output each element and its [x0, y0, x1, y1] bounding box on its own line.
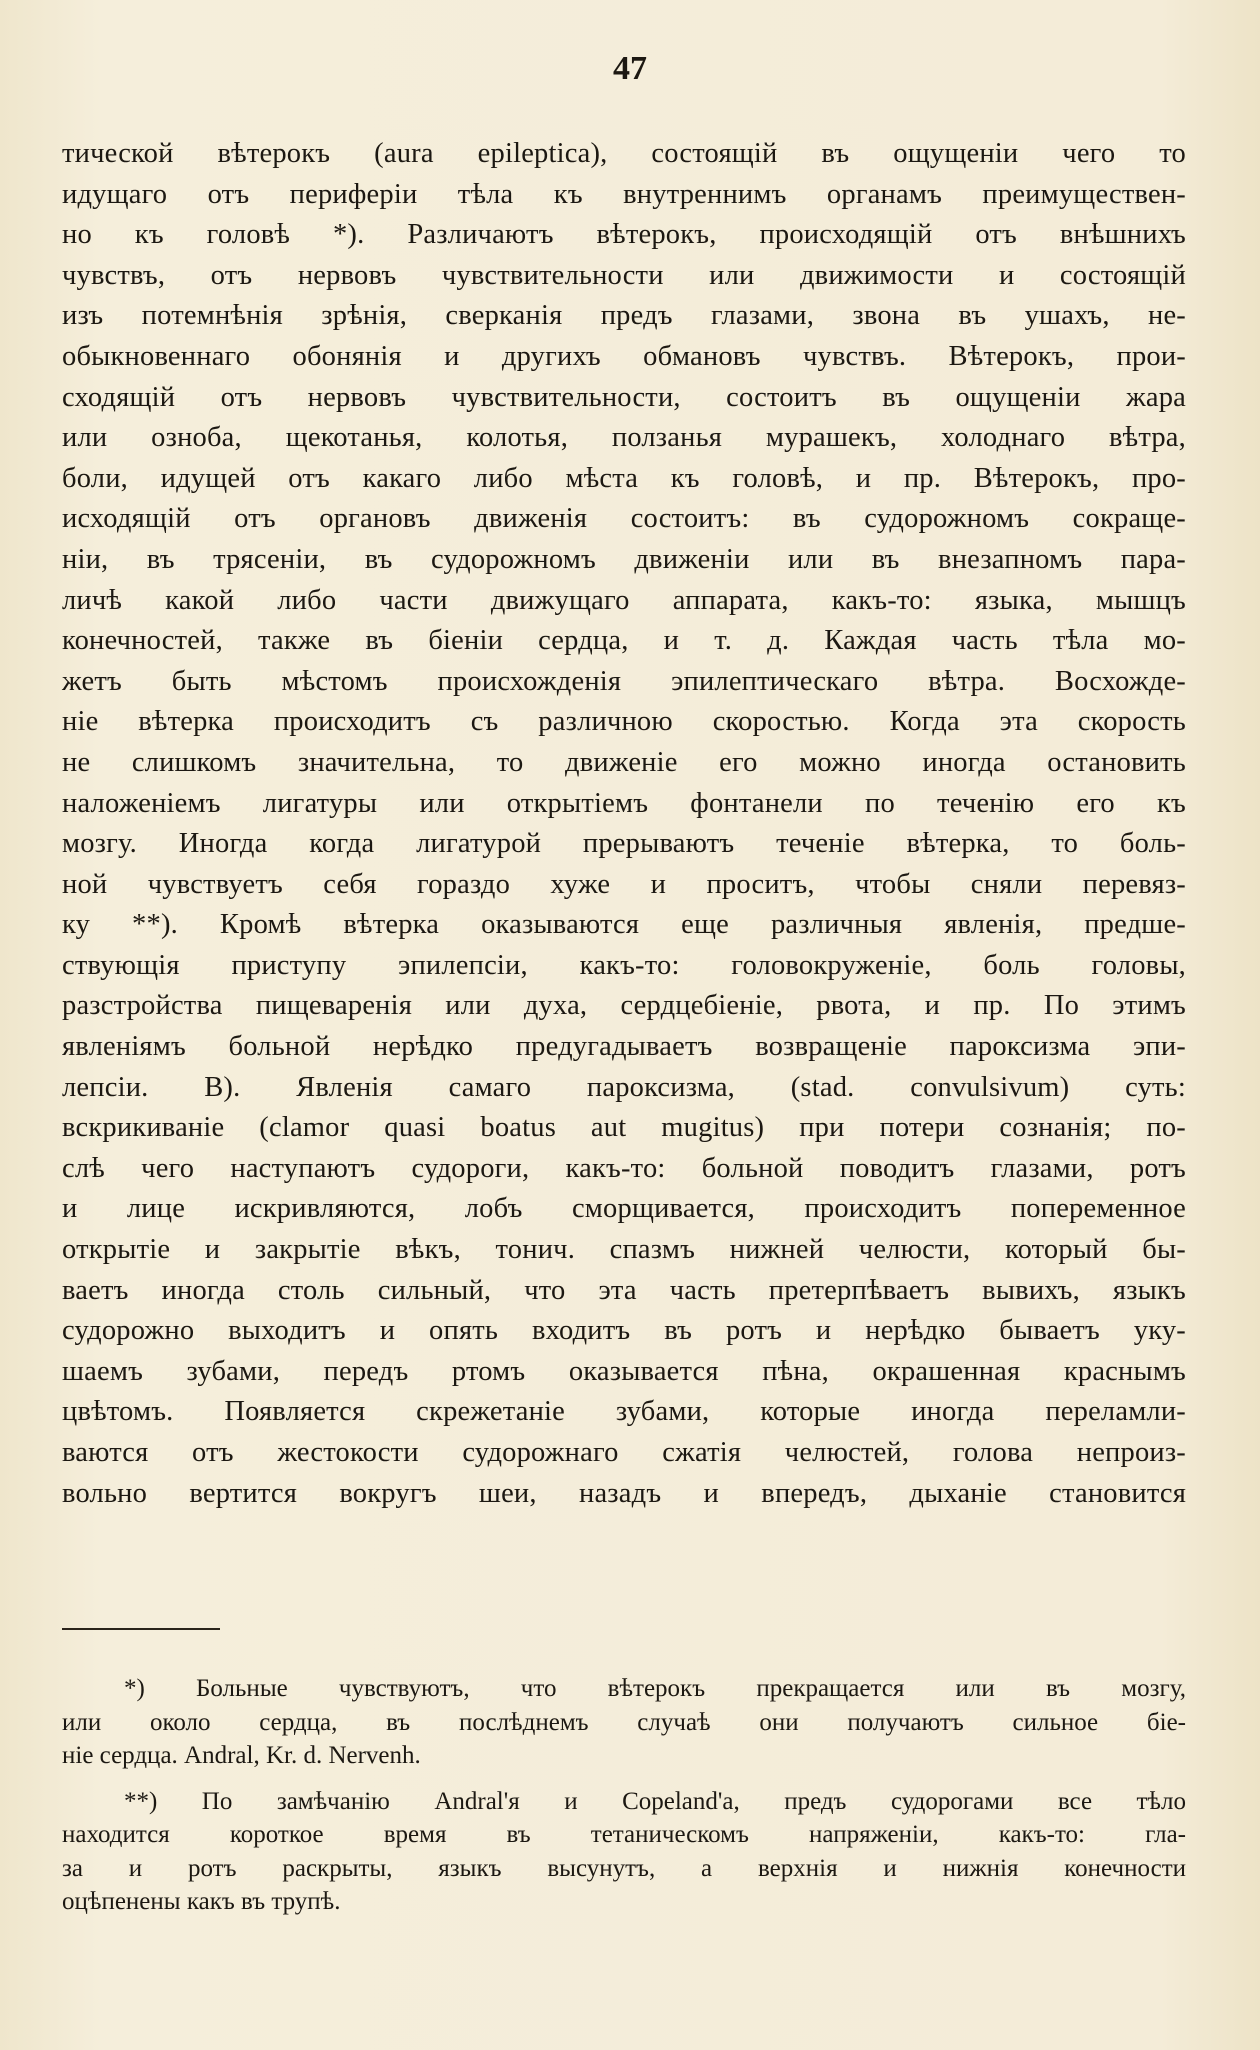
text-line: и лице искривляются, лобъ сморщивается, происходитъ попеременное [62, 1193, 1186, 1225]
footnote-line: оцѣпенены какъ въ трупѣ. [62, 1888, 341, 1915]
text-line: боли, идущей отъ какаго либо мѣста къ головѣ, и пр. Вѣтерокъ, про- [62, 462, 1186, 494]
text-line: явленіямъ больной нерѣдко предугадываетъ возвращеніе пароксизма эпи- [62, 1031, 1186, 1063]
text-line: ніе вѣтерка происходитъ съ различною скоростью. Когда эта скорость [62, 706, 1186, 738]
footnote-1 [62, 1672, 1186, 1773]
text-line: или озноба, щекотанья, колотья, ползанья мурашекъ, холоднаго вѣтра, [62, 422, 1186, 454]
text-line: не слишкомъ значительна, то движеніе его можно иногда остановить [62, 746, 1186, 778]
text-line: личѣ какой либо части движущаго аппарата, какъ-то: языка, мышцъ [62, 584, 1186, 616]
text-line: тической вѣтерокъ (aura epileptica), состоящій въ ощущеніи чего то [62, 138, 1186, 169]
text-line: ваются отъ жестокости судорожнаго сжатія челюстей, голова непроиз- [62, 1437, 1186, 1468]
text-line: слѣ чего наступаютъ судороги, какъ-то: больной поводитъ глазами, ротъ [62, 1152, 1186, 1184]
text-line: ку **). Кромѣ вѣтерка оказываются еще различныя явленія, предше- [62, 909, 1186, 941]
main-text [62, 134, 1186, 1514]
text-line: но къ головѣ *). Различаютъ вѣтерокъ, происходящій отъ внѣшнихъ [62, 219, 1186, 251]
footnote-line: за и ротъ раскрыты, языкъ высунутъ, а верхнія и нижнія конечности [62, 1854, 1186, 1882]
text-line: лепсіи. В). Явленія самаго пароксизма, (stad. convulsivum) суть: [62, 1071, 1186, 1103]
text-line: судорожно выходитъ и опять входитъ въ ротъ и нерѣдко бываетъ уку- [62, 1315, 1186, 1347]
text-line: идущаго отъ периферіи тѣла къ внутреннимъ органамъ преимуществен- [62, 178, 1186, 210]
footnote-line: ніе сердца. Andral, Kr. d. Nervenh. [62, 1742, 421, 1769]
text-line: мозгу. Иногда когда лигатурой прерываютъ теченіе вѣтерка, то боль- [62, 828, 1186, 860]
text-line: вскрикиваніе (clamor quasi boatus aut mugitus) при потери сознанія; по- [62, 1112, 1186, 1144]
footnotes [62, 1672, 1186, 1931]
text-line: обыкновеннаго обонянія и другихъ обмановъ чувствъ. Вѣтерокъ, прои- [62, 340, 1186, 372]
text-line: изъ потемнѣнія зрѣнія, сверканія предъ глазами, звона въ ушахъ, не- [62, 300, 1186, 332]
footnote-line: **) По замѣчанію Andral'я и Copeland'а, предъ судорогами все тѣло [124, 1787, 1186, 1815]
text-line: жетъ быть мѣстомъ происхожденія эпилептическаго вѣтра. Восхожде- [62, 665, 1186, 697]
footnote-2 [62, 1785, 1186, 1919]
text-line: разстройства пищеваренія или духа, сердцебіеніе, рвота, и пр. По этимъ [62, 990, 1186, 1022]
footnote-line: находится короткое время въ тетаническомъ напряженіи, какъ-то: гла- [62, 1821, 1186, 1848]
text-line: ной чувствуетъ себя гораздо хуже и проситъ, чтобы сняли перевяз- [62, 868, 1186, 900]
text-line: цвѣтомъ. Появляется скрежетаніе зубами, которые иногда переламли- [62, 1396, 1186, 1428]
text-line: ніи, въ трясеніи, въ судорожномъ движеніи или въ внезапномъ пара- [62, 543, 1186, 575]
text-line: вольно вертится вокругъ шеи, назадъ и впередъ, дыханіе становится [62, 1477, 1186, 1509]
page-number: 47 [613, 50, 647, 87]
text-line: открытіе и закрытіе вѣкъ, тонич. спазмъ нижней челюсти, который бы- [62, 1234, 1186, 1266]
text-line: исходящій отъ органовъ движенія состоитъ: въ судорожномъ сокраще- [62, 503, 1186, 535]
text-line: сходящій отъ нервовъ чувствительности, состоитъ въ ощущеніи жара [62, 381, 1186, 413]
text-line: наложеніемъ лигатуры или открытіемъ фонтанели по теченію его къ [62, 787, 1186, 819]
text-line: ваетъ иногда столь сильный, что эта часть претерпѣваетъ вывихъ, языкъ [62, 1274, 1186, 1306]
footnote-separator [62, 1628, 220, 1630]
footnote-line: *) Больные чувствуютъ, что вѣтерокъ прекращается или въ мозгу, [124, 1675, 1186, 1702]
text-line: чувствъ, отъ нервовъ чувствительности или движимости и состоящій [62, 259, 1186, 291]
text-line: шаемъ зубами, передъ ртомъ оказывается пѣна, окрашенная краснымъ [62, 1355, 1186, 1387]
footnote-line: или около сердца, въ послѣднемъ случаѣ они получаютъ сильное біе- [62, 1708, 1186, 1736]
text-line: ствующія приступу эпилепсіи, какъ-то: головокруженіе, боль головы, [62, 949, 1186, 981]
text-line: конечностей, также въ біеніи сердца, и т. д. Каждая часть тѣла мо- [62, 625, 1186, 657]
